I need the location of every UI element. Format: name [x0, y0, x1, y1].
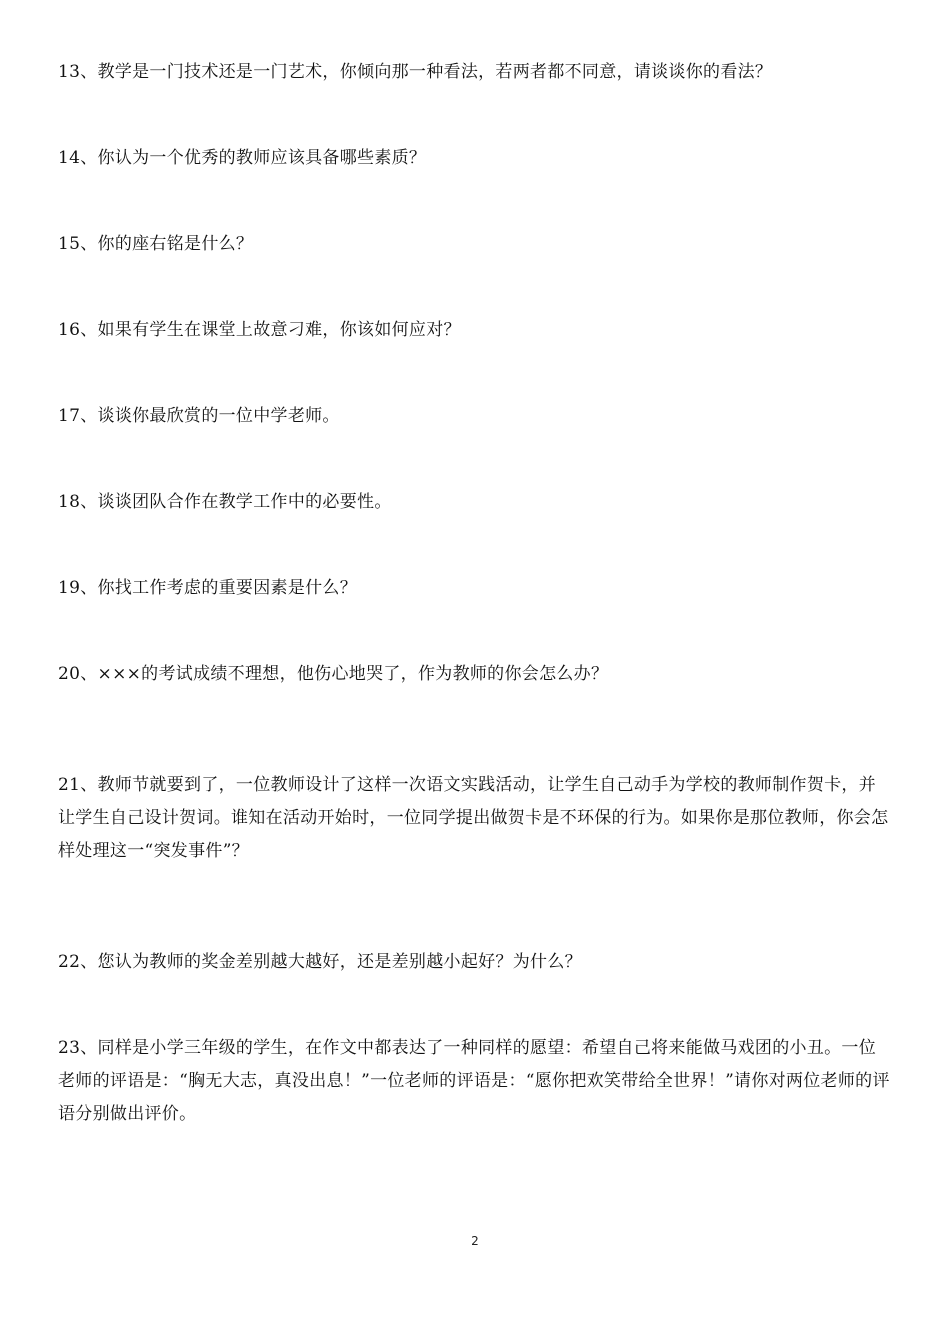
question-15: 15、你的座右铭是什么？	[58, 234, 254, 254]
question-20: 20、×××的考试成绩不理想，他伤心地哭了，作为教师的你会怎么办？	[58, 664, 609, 684]
question-16: 16、如果有学生在课堂上故意刁难，你该如何应对？	[58, 320, 461, 340]
question-14: 14、你认为一个优秀的教师应该具备哪些素质？	[58, 148, 427, 168]
question-13: 13、教学是一门技术还是一门艺术，你倾向那一种看法，若两者都不同意，请谈谈你的看法？	[58, 62, 773, 82]
question-23: 23、同样是小学三年级的学生，在作文中都表达了一种同样的愿望：希望自己将来能做马戏团的小丑。一位老师的评语是：“胸无大志，真没出息！”一位老师的评语是：“愿你把欢笑带给全世界！”请你对两位老师的评语分别做出评价。	[58, 1038, 890, 1124]
question-22: 22、您认为教师的奖金差别越大越好，还是差别越小起好？为什么？	[58, 952, 582, 972]
page-number: 2	[471, 1234, 479, 1248]
question-18: 18、谈谈团队合作在教学工作中的必要性。	[58, 492, 392, 512]
question-21: 21、教师节就要到了，一位教师设计了这样一次语文实践活动，让学生自己动手为学校的教师制作贺卡，并让学生自己设计贺词。谁知在活动开始时，一位同学提出做贺卡是不环保的行为。如果你是那位教师，你会怎样处理这一“突发事件”？	[58, 775, 889, 861]
question-19: 19、你找工作考虑的重要因素是什么？	[58, 578, 358, 598]
question-17: 17、谈谈你最欣赏的一位中学老师。	[58, 406, 340, 426]
